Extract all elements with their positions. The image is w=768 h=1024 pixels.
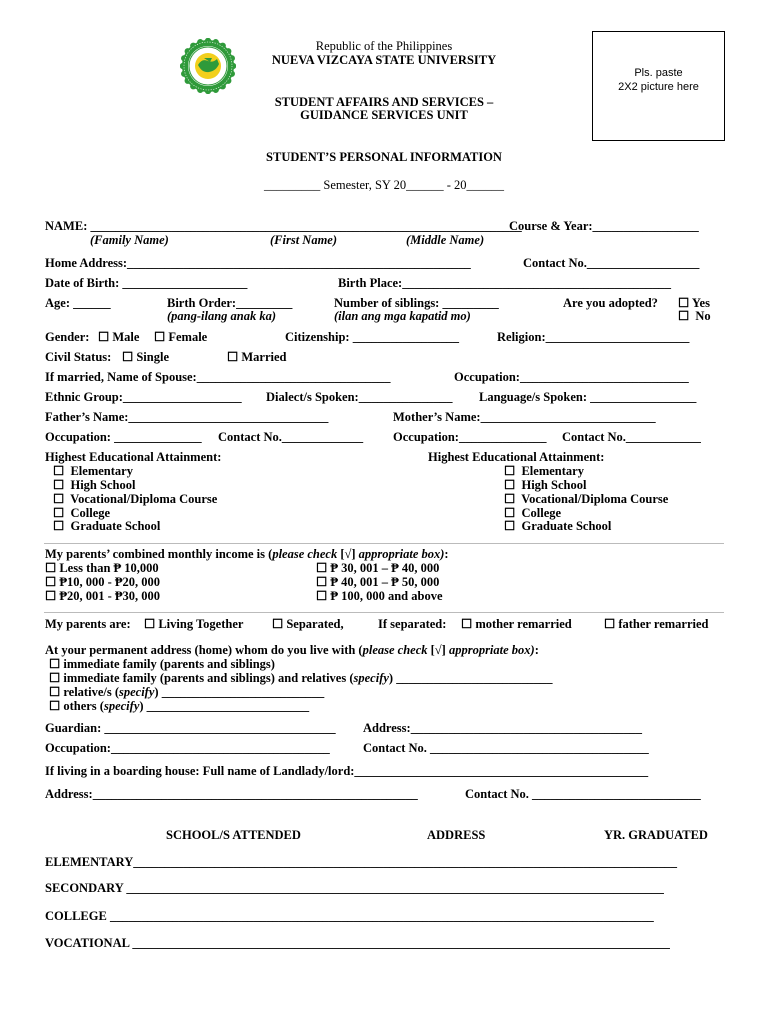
mother-education-title: Highest Educational Attainment:	[428, 450, 605, 464]
single-label: Single	[136, 350, 169, 364]
live-relative-checkbox[interactable]: ☐ relative/s (specify) __________________________	[49, 685, 325, 699]
level-label: Vocational/Diploma Course	[70, 492, 218, 506]
photo-instruction-2: 2X2 picture here	[618, 81, 699, 93]
religion-field[interactable]: Religion:_______________________	[497, 330, 690, 344]
address-column-header: ADDRESS	[427, 828, 486, 842]
school-row-vocational[interactable]: VOCATIONAL ______________________________________________________________________________________	[45, 936, 670, 950]
spouse-occupation-field[interactable]: Occupation:___________________________	[454, 370, 689, 384]
civil-married-checkbox[interactable]: ☐ Married	[227, 350, 287, 364]
income-option-1[interactable]: ☐ Less than ₱ 10,000	[45, 561, 159, 575]
siblings-field[interactable]: Number of siblings: _________	[334, 296, 499, 310]
photo-instruction-1: Pls. paste	[634, 67, 683, 79]
mother-edu-vocational[interactable]: ☐ Vocational/Diploma Course	[504, 492, 669, 506]
gender-male-checkbox[interactable]: ☐ Male	[98, 330, 140, 344]
level-label: College	[521, 506, 562, 520]
course-year-field[interactable]: Course & Year:_________________	[509, 219, 699, 233]
level-label: Elementary	[70, 464, 133, 478]
live-immediate-checkbox[interactable]: ☐ immediate family (parents and siblings)	[49, 657, 275, 671]
live-with-prompt: At your permanent address (home) whom do you live with (please check [√] appropriate box):	[45, 643, 539, 657]
guardian-contact-field[interactable]: Contact No. ___________________________________	[363, 741, 649, 755]
adopted-no-label: No	[695, 309, 711, 323]
female-label: Female	[168, 330, 208, 344]
live-relatives-checkbox[interactable]: ☐ immediate family (parents and siblings) and relatives (specify) _________________________	[49, 671, 553, 685]
father-name-field[interactable]: Father’s Name:________________________________	[45, 410, 329, 424]
mother-contact-field[interactable]: Contact No.____________	[562, 430, 701, 444]
dialect-field[interactable]: Dialect/s Spoken:_______________	[266, 390, 453, 404]
ethnic-group-field[interactable]: Ethnic Group:___________________	[45, 390, 242, 404]
guardian-address-field[interactable]: Address:_____________________________________	[363, 721, 642, 735]
adopted-label: Are you adopted?	[563, 296, 658, 310]
citizenship-field[interactable]: Citizenship: _________________	[285, 330, 459, 344]
level-label: Elementary	[521, 464, 584, 478]
civil-single-checkbox[interactable]: ☐ Single	[122, 350, 169, 364]
first-name-label: (First Name)	[270, 233, 338, 247]
family-name-label: (Family Name)	[90, 233, 169, 247]
semester-line: _________ Semester, SY 20______ - 20______	[264, 178, 504, 192]
adopted-no-checkbox[interactable]: ☐ No	[678, 309, 711, 323]
level-label: Graduate School	[521, 519, 612, 533]
level-label: College	[70, 506, 111, 520]
university-name: NUEVA VIZCAYA STATE UNIVERSITY	[271, 53, 497, 67]
father-occupation-field[interactable]: Occupation: ______________	[45, 430, 202, 444]
boarding-address-field[interactable]: Address:____________________________________________________	[45, 787, 418, 801]
income-option-5[interactable]: ☐ ₱ 40, 001 – ₱ 50, 000	[316, 575, 440, 589]
father-contact-field[interactable]: Contact No._____________	[218, 430, 364, 444]
guardian-field[interactable]: Guardian: _____________________________________	[45, 721, 336, 735]
income-option-3[interactable]: ☐ ₱20, 001 - ₱30, 000	[45, 589, 161, 603]
mother-edu-elementary[interactable]: ☐ Elementary	[504, 464, 584, 478]
adopted-yes-label: Yes	[691, 296, 710, 310]
language-field[interactable]: Language/s Spoken: _________________	[479, 390, 697, 404]
father-edu-college[interactable]: ☐ College	[53, 506, 111, 520]
father-edu-vocational[interactable]: ☐ Vocational/Diploma Course	[53, 492, 218, 506]
gender-label: Gender:	[45, 330, 90, 344]
mother-name-field[interactable]: Mother’s Name:____________________________	[393, 410, 656, 424]
mother-edu-graduate[interactable]: ☐ Graduate School	[504, 519, 612, 533]
living-together-checkbox[interactable]: ☐ Living Together	[144, 617, 244, 631]
office-line-2: GUIDANCE SERVICES UNIT	[300, 108, 468, 122]
adopted-yes-checkbox[interactable]: ☐ Yes	[678, 296, 710, 310]
siblings-hint: (ilan ang mga kapatid mo)	[334, 309, 471, 323]
landlady-field[interactable]: If living in a boarding house: Full name of Landlady/lord:_______________________________________________	[45, 764, 649, 778]
level-label: Graduate School	[70, 519, 161, 533]
guardian-occupation-field[interactable]: Occupation:___________________________________	[45, 741, 330, 755]
income-option-6[interactable]: ☐ ₱ 100, 000 and above	[316, 589, 443, 603]
father-remarried-checkbox[interactable]: ☐ father remarried	[604, 617, 709, 631]
school-row-college[interactable]: COLLEGE _______________________________________________________________________________________	[45, 909, 654, 923]
year-column-header: YR. GRADUATED	[604, 828, 708, 842]
male-label: Male	[112, 330, 140, 344]
live-others-checkbox[interactable]: ☐ others (specify) __________________________	[49, 699, 310, 713]
photo-box	[592, 31, 725, 141]
boarding-contact-field[interactable]: Contact No. ___________________________	[465, 787, 701, 801]
mother-edu-highschool[interactable]: ☐ High School	[504, 478, 587, 492]
father-edu-graduate[interactable]: ☐ Graduate School	[53, 519, 161, 533]
school-row-elementary[interactable]: ELEMENTARY_______________________________________________________________________________________	[45, 855, 677, 869]
middle-name-label: (Middle Name)	[406, 233, 485, 247]
name-field[interactable]: NAME: _____________________________________________________________________	[45, 219, 522, 233]
birth-place-field[interactable]: Birth Place:___________________________________________	[338, 276, 671, 290]
home-address-field[interactable]: Home Address:_______________________________________________________	[45, 256, 471, 270]
divider	[44, 612, 724, 613]
father-education-title: Highest Educational Attainment:	[45, 450, 222, 464]
school-row-secondary[interactable]: SECONDARY ______________________________________________________________________________________	[45, 881, 664, 895]
office-line-1: STUDENT AFFAIRS AND SERVICES –	[274, 95, 494, 109]
contact-field[interactable]: Contact No.__________________	[523, 256, 700, 270]
father-edu-elementary[interactable]: ☐ Elementary	[53, 464, 133, 478]
level-label: Vocational/Diploma Course	[521, 492, 669, 506]
parents-are-label: My parents are:	[45, 617, 131, 631]
income-prompt: My parents’ combined monthly income is (please check [√] appropriate box):	[45, 547, 449, 561]
mother-edu-college[interactable]: ☐ College	[504, 506, 562, 520]
separated-checkbox[interactable]: ☐ Separated,	[272, 617, 344, 631]
mother-remarried-checkbox[interactable]: ☐ mother remarried	[461, 617, 572, 631]
republic-line: Republic of the Philippines	[315, 39, 453, 53]
father-edu-highschool[interactable]: ☐ High School	[53, 478, 136, 492]
level-label: High School	[521, 478, 587, 492]
gender-female-checkbox[interactable]: ☐ Female	[154, 330, 208, 344]
if-separated-label: If separated:	[378, 617, 447, 631]
level-label: High School	[70, 478, 136, 492]
school-column-header: SCHOOL/S ATTENDED	[166, 828, 301, 842]
civil-status-label: Civil Status:	[45, 350, 112, 364]
birth-order-field[interactable]: Birth Order:_________	[167, 296, 293, 310]
age-field[interactable]: Age: ______	[45, 296, 111, 310]
mother-occupation-field[interactable]: Occupation:______________	[393, 430, 547, 444]
date-of-birth-field[interactable]: Date of Birth: ____________________	[45, 276, 248, 290]
divider	[44, 543, 724, 544]
birth-order-hint: (pang-ilang anak ka)	[167, 309, 277, 323]
income-option-4[interactable]: ☐ ₱ 30, 001 – ₱ 40, 000	[316, 561, 440, 575]
spouse-field[interactable]: If married, Name of Spouse:_______________________________	[45, 370, 391, 384]
income-option-2[interactable]: ☐ ₱10, 000 - ₱20, 000	[45, 575, 161, 589]
married-label: Married	[241, 350, 287, 364]
form-title: STUDENT’S PERSONAL INFORMATION	[266, 150, 502, 164]
